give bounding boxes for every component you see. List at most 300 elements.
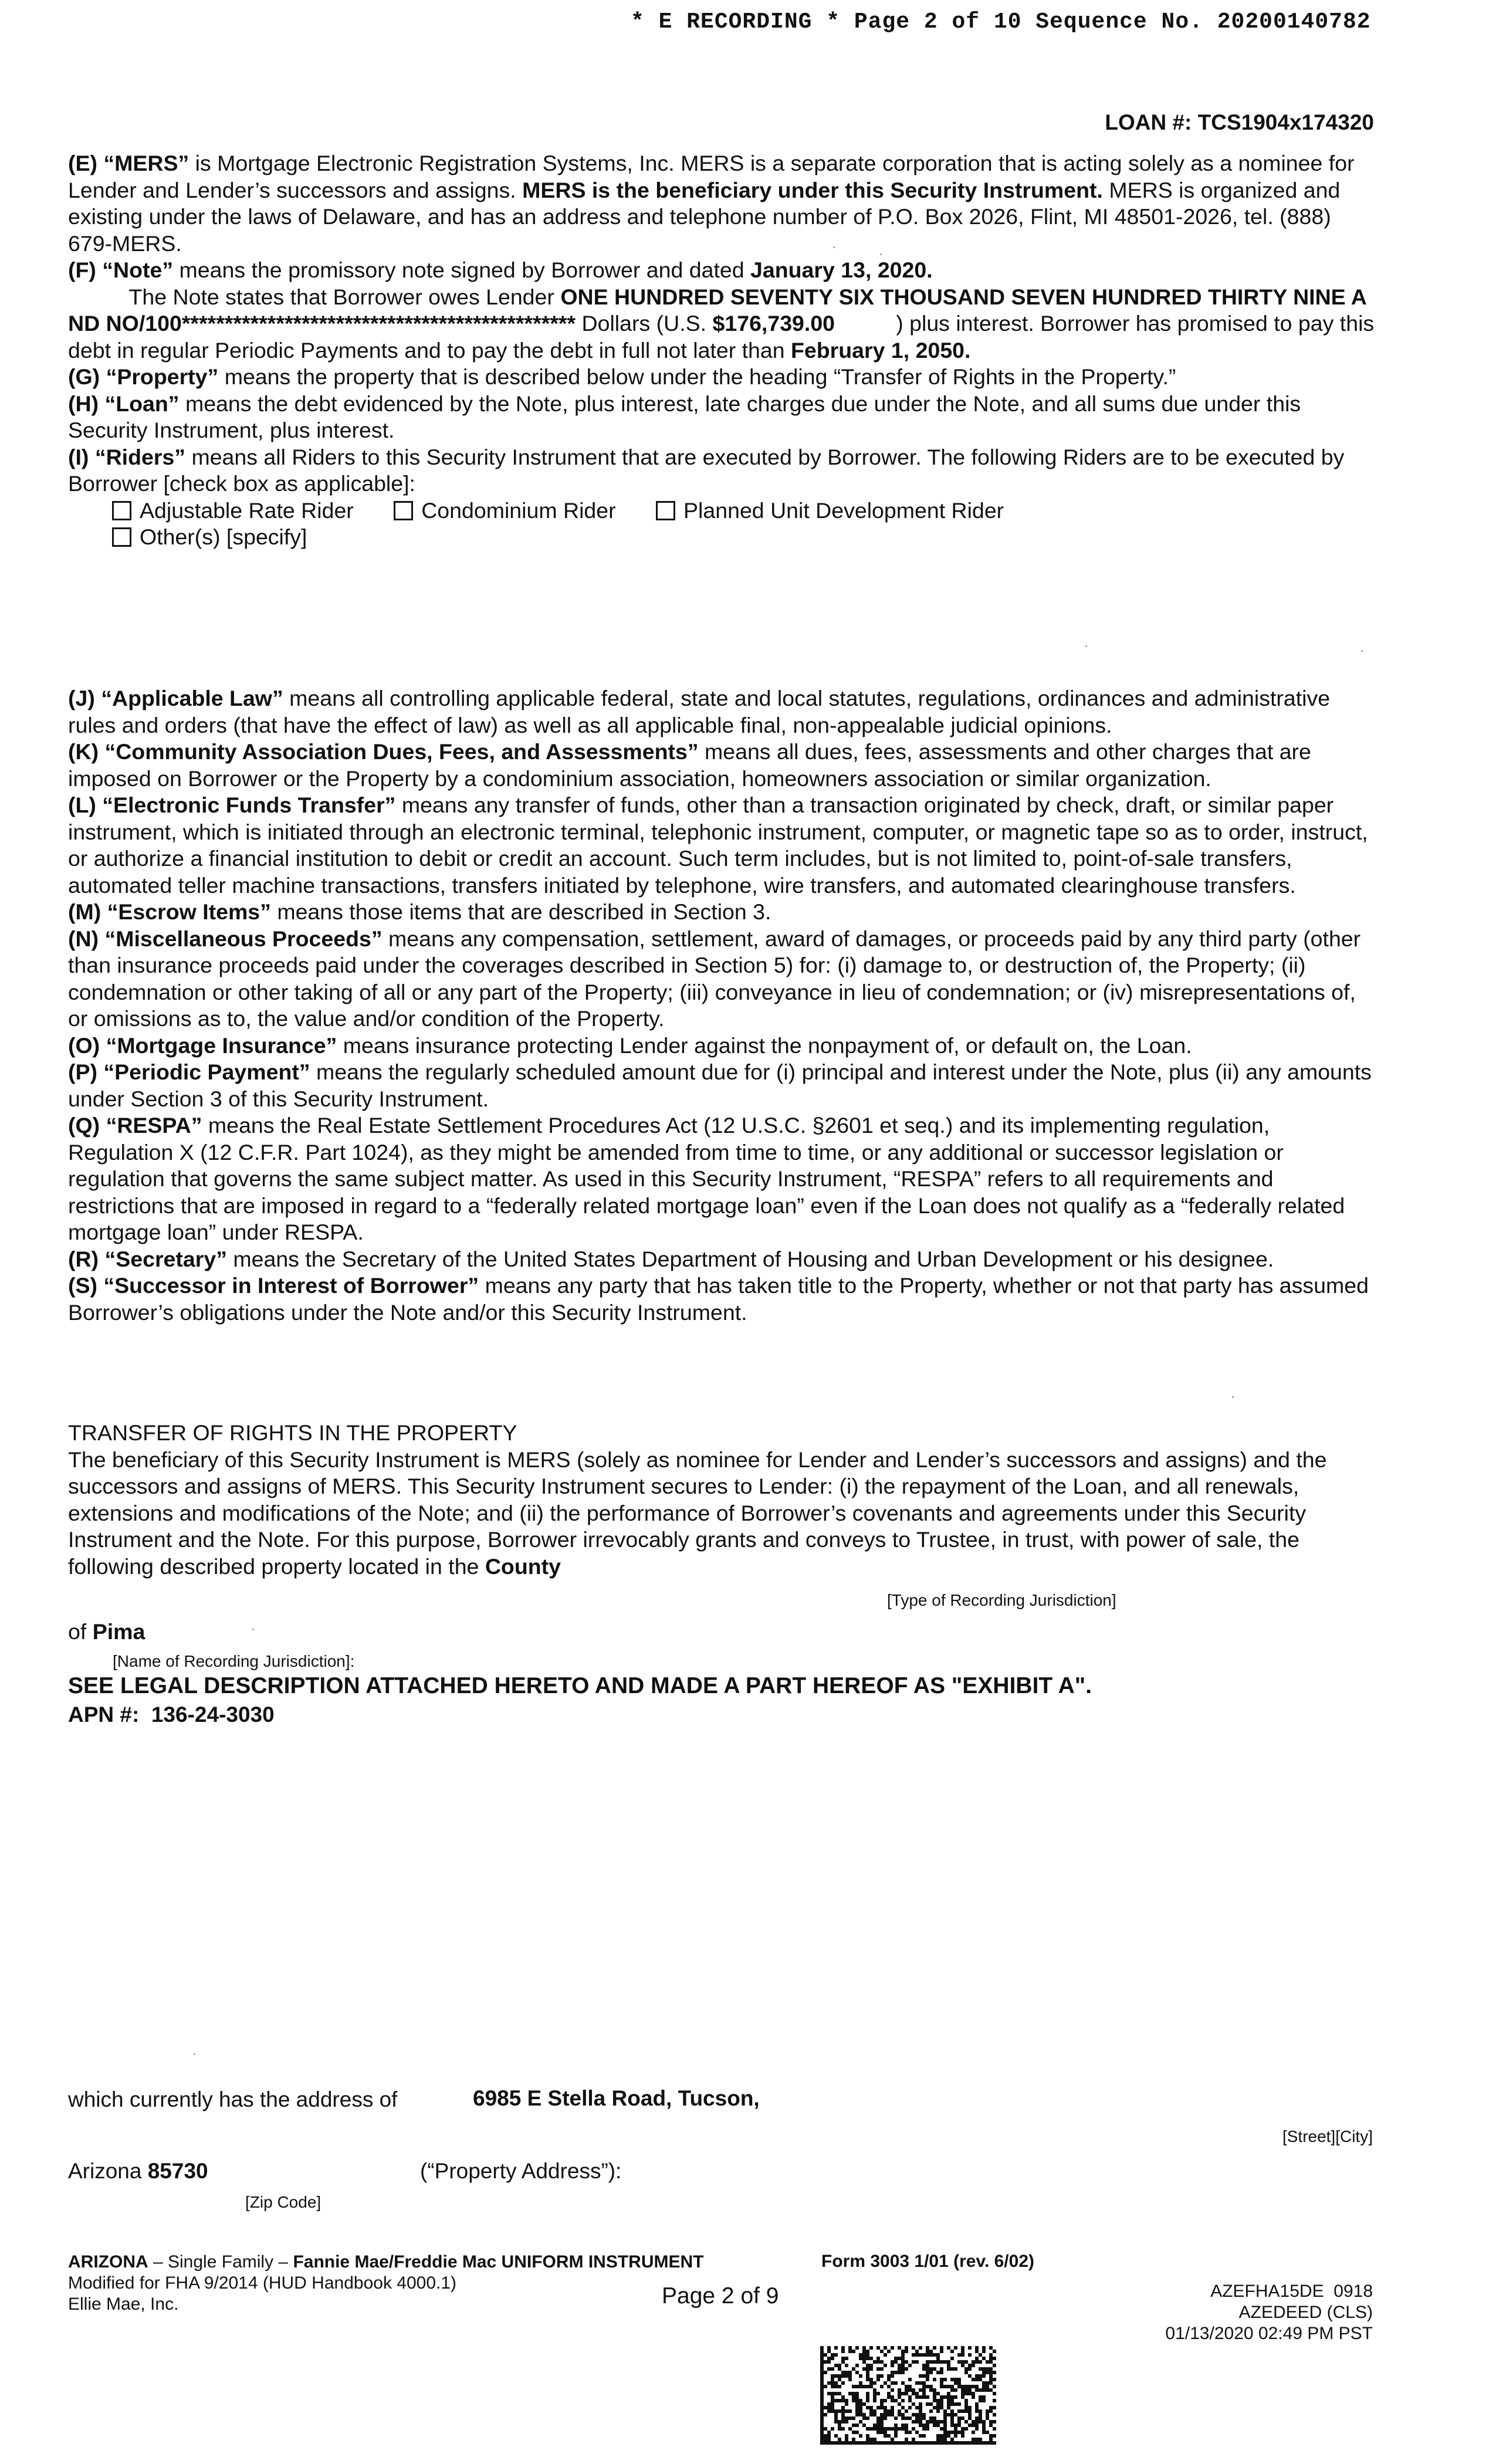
barcode-cell <box>827 2392 831 2395</box>
barcode-cell <box>891 2399 894 2402</box>
barcode-cell <box>859 2406 862 2409</box>
footer-line-1-rest: – Single Family – <box>148 2252 293 2272</box>
barcode-cell <box>894 2416 898 2420</box>
barcode-cell <box>929 2353 933 2357</box>
barcode-cell <box>926 2395 929 2399</box>
rider-planned-unit[interactable] <box>656 497 1004 524</box>
jurisdiction-line <box>68 1619 145 1644</box>
barcode-cell <box>968 2416 972 2420</box>
checkbox-icon[interactable] <box>656 501 675 520</box>
barcode-cell <box>827 2431 831 2434</box>
barcode-cell <box>866 2367 869 2371</box>
barcode-cell <box>989 2424 993 2427</box>
barcode-cell <box>979 2353 982 2357</box>
barcode-cell <box>831 2427 834 2431</box>
barcode-cell <box>841 2427 845 2431</box>
barcode-cell <box>834 2381 838 2385</box>
barcode-cell <box>926 2346 929 2350</box>
barcode-cell <box>961 2360 964 2364</box>
barcode-cell <box>824 2441 827 2445</box>
barcode-cell <box>961 2346 964 2350</box>
barcode-cell <box>848 2346 852 2350</box>
barcode-cell <box>820 2374 824 2378</box>
checkbox-icon[interactable] <box>112 501 131 520</box>
barcode-cell <box>891 2441 894 2445</box>
definition-k-text: means all dues, fees, assessments and other charges that are imposed on Borrower or the Property by a condominium association, homeowners association or similar organization. <box>68 739 1311 791</box>
barcode-cell <box>820 2438 824 2441</box>
barcode-cell <box>884 2416 887 2420</box>
definition-q <box>68 1112 1375 1246</box>
barcode-cell <box>820 2420 824 2424</box>
barcode-cell <box>954 2434 957 2438</box>
barcode-cell <box>947 2434 950 2438</box>
barcode-cell <box>982 2385 986 2388</box>
barcode-cell <box>947 2399 950 2402</box>
barcode-cell <box>919 2395 922 2399</box>
barcode-cell <box>989 2360 993 2364</box>
definition-e-text2: MERS is organized and existing under the laws of Delaware, and has an address and telephone number of P.O. Box 2026, Flint, MI 48501-2026, tel. (888) 679-MERS. <box>68 177 1341 256</box>
barcode-cell <box>855 2406 859 2409</box>
checkbox-icon[interactable] <box>112 527 131 547</box>
barcode-cell <box>898 2388 901 2392</box>
barcode-cell <box>827 2346 831 2350</box>
zip: 85730 <box>147 2159 208 2183</box>
barcode-cell <box>972 2364 975 2367</box>
barcode-cell <box>989 2378 993 2381</box>
barcode-cell <box>957 2385 961 2388</box>
scan-speck <box>194 2053 195 2055</box>
barcode-cell <box>940 2350 943 2353</box>
barcode-cell <box>950 2431 954 2434</box>
barcode-cell <box>859 2402 862 2406</box>
barcode-cell <box>834 2413 838 2416</box>
barcode-cell <box>950 2409 954 2413</box>
barcode-cell <box>986 2371 989 2374</box>
barcode-cell <box>929 2441 933 2445</box>
barcode-cell <box>841 2420 845 2424</box>
definitions-bottom <box>68 685 1375 1326</box>
barcode-cell <box>957 2424 961 2427</box>
barcode-cell <box>922 2353 926 2357</box>
barcode-cell <box>838 2367 841 2371</box>
barcode-cell <box>961 2385 964 2388</box>
barcode-cell <box>940 2367 943 2371</box>
barcode-cell <box>979 2416 982 2420</box>
barcode-cell <box>880 2402 884 2406</box>
barcode-cell <box>940 2381 943 2385</box>
barcode-cell <box>936 2399 940 2402</box>
barcode-cell <box>838 2441 841 2445</box>
barcode-cell <box>972 2395 975 2399</box>
barcode-cell <box>869 2367 873 2371</box>
barcode-cell <box>989 2441 993 2445</box>
barcode-cell <box>922 2416 926 2420</box>
barcode-cell <box>936 2392 940 2395</box>
barcode-cell <box>950 2367 954 2371</box>
barcode-cell <box>947 2364 950 2367</box>
definition-q-label: (Q) “RESPA” <box>68 1113 202 1138</box>
definition-m-label: (M) “Escrow Items” <box>68 899 271 924</box>
barcode-cell <box>852 2416 855 2420</box>
barcode-cell <box>884 2409 887 2413</box>
barcode-cell <box>961 2364 964 2367</box>
barcode-cell <box>950 2416 954 2420</box>
barcode-cell <box>936 2434 940 2438</box>
barcode-cell <box>936 2402 940 2406</box>
barcode-cell <box>919 2413 922 2416</box>
barcode-cell <box>926 2374 929 2378</box>
barcode-cell <box>855 2413 859 2416</box>
definition-i-text: means all Riders to this Security Instrument that are executed by Borrower. The following Riders are to be executed by Borrower [check box as applicable]: <box>68 444 1345 496</box>
definition-o-text: means insurance protecting Lender against the nonpayment of, or default on, the Loan. <box>337 1033 1192 1058</box>
barcode-cell <box>841 2413 845 2416</box>
barcode-cell <box>919 2441 922 2445</box>
definition-e-text: is Mortgage Electronic Registration Systems, Inc. MERS is a separate corporation that is acting solely as a nominee for Lender and Lender’s successors and assigns. <box>68 151 1355 202</box>
barcode-cell <box>891 2364 894 2367</box>
barcode-cell <box>905 2388 908 2392</box>
barcode-cell <box>961 2441 964 2445</box>
barcode-cell <box>940 2385 943 2388</box>
barcode-cell <box>905 2438 908 2441</box>
barcode-cell <box>915 2392 919 2395</box>
definition-r-text: means the Secretary of the United States Department of Housing and Urban Development or his designee. <box>226 1246 1274 1271</box>
barcode-cell <box>950 2395 954 2399</box>
barcode-cell <box>940 2360 943 2364</box>
barcode-cell <box>831 2374 834 2378</box>
barcode-cell <box>950 2420 954 2424</box>
barcode-cell <box>936 2357 940 2360</box>
barcode-cell <box>986 2431 989 2434</box>
barcode-cell <box>979 2409 982 2413</box>
barcode-cell <box>989 2371 993 2374</box>
barcode-cell <box>827 2367 831 2371</box>
barcode-cell <box>887 2378 891 2381</box>
barcode-cell <box>950 2441 954 2445</box>
barcode-cell <box>876 2360 880 2364</box>
barcode-cell <box>866 2392 869 2395</box>
barcode-cell <box>915 2395 919 2399</box>
barcode-cell <box>848 2378 852 2381</box>
barcode-cell <box>866 2357 869 2360</box>
legal-description: SEE LEGAL DESCRIPTION ATTACHED HERETO AND MADE A PART HEREOF AS "EXHIBIT A". <box>68 1673 1092 1698</box>
barcode-cell <box>912 2346 915 2350</box>
barcode-cell <box>866 2441 869 2445</box>
barcode-cell <box>947 2385 950 2388</box>
barcode-cell <box>933 2346 936 2350</box>
barcode-cell <box>975 2350 979 2353</box>
barcode-cell <box>898 2395 901 2399</box>
barcode-cell <box>926 2424 929 2427</box>
barcode-cell <box>838 2378 841 2381</box>
barcode-cell <box>869 2409 873 2413</box>
barcode-cell <box>869 2413 873 2416</box>
barcode-cell <box>975 2374 979 2378</box>
barcode-cell <box>876 2346 880 2350</box>
jurisdiction-name: Pima <box>92 1619 145 1644</box>
barcode-cell <box>859 2399 862 2402</box>
rider-adjustable-rate[interactable] <box>112 497 354 524</box>
barcode-cell <box>993 2434 996 2438</box>
barcode-cell <box>968 2346 972 2350</box>
barcode-cell <box>947 2441 950 2445</box>
footer-uniform-instrument: Fannie Mae/Freddie Mac UNIFORM INSTRUMENT <box>293 2252 704 2272</box>
transfer-body: The beneficiary of this Security Instrument is MERS (solely as nominee for Lender and Lender’s successors and assigns) and the successors and assigns of MERS. This Security Instrument secures to Lender: (i) the repayment of the Loan, and all renewals, extensions and modifications of the Note; and (ii) the performance of Borrower’s covenants and agreements under this Security Instrument and the Note. For this purpose, Borrower irrevocably grants and conveys to Trustee, in trust, with power of sale, the following described property located in the <box>68 1447 1327 1579</box>
barcode-cell <box>838 2409 841 2413</box>
barcode-cell <box>901 2350 905 2353</box>
barcode-cell <box>912 2360 915 2364</box>
recording-stamp: * E RECORDING * Page 2 of 10 Sequence No. 20200140782 <box>631 9 1371 35</box>
barcode-cell <box>834 2420 838 2424</box>
barcode-cell <box>922 2364 926 2367</box>
barcode-cell <box>862 2424 866 2427</box>
barcode-cell <box>855 2431 859 2434</box>
barcode-cell <box>834 2374 838 2378</box>
barcode-cell <box>905 2441 908 2445</box>
barcode-cell <box>884 2441 887 2445</box>
barcode-cell <box>831 2392 834 2395</box>
barcode-cell <box>905 2416 908 2420</box>
barcode-cell <box>824 2371 827 2374</box>
definition-f-text4: ) plus interest. Borrower has promised to pay this debt in regular Periodic Payments and to pay the debt in full not later than <box>68 311 1380 363</box>
barcode-cell <box>901 2441 905 2445</box>
barcode-cell <box>831 2378 834 2381</box>
barcode-cell <box>887 2385 891 2388</box>
page-number: Page 2 of 9 <box>662 2283 779 2309</box>
barcode-cell <box>912 2388 915 2392</box>
barcode-cell <box>929 2360 933 2364</box>
definition-o-label: (O) “Mortgage Insurance” <box>68 1033 337 1058</box>
barcode-cell <box>852 2441 855 2445</box>
barcode-cell <box>922 2381 926 2385</box>
apn: APN #: 136-24-3030 <box>68 1703 275 1727</box>
barcode-cell <box>975 2441 979 2445</box>
barcode-cell <box>894 2357 898 2360</box>
barcode-cell <box>926 2364 929 2367</box>
rider-other[interactable] <box>112 524 307 551</box>
scan-speck <box>1361 650 1363 652</box>
barcode-cell <box>820 2371 824 2374</box>
rider-label: Planned Unit Development Rider <box>683 497 1004 523</box>
rider-label: Condominium Rider <box>421 497 616 523</box>
barcode-cell <box>993 2441 996 2445</box>
barcode-cell <box>940 2438 943 2441</box>
barcode-cell <box>894 2431 898 2434</box>
barcode-cell <box>824 2438 827 2441</box>
barcode-cell <box>943 2438 947 2441</box>
barcode-cell <box>894 2371 898 2374</box>
barcode-cell <box>989 2409 993 2413</box>
barcode-cell <box>926 2350 929 2353</box>
barcode-cell <box>838 2374 841 2378</box>
barcode-cell <box>887 2441 891 2445</box>
barcode-cell <box>880 2385 884 2388</box>
barcode-cell <box>979 2438 982 2441</box>
barcode-cell <box>989 2388 993 2392</box>
barcode-cell <box>894 2441 898 2445</box>
barcode-cell <box>940 2427 943 2431</box>
barcode-cell <box>954 2424 957 2427</box>
barcode-cell <box>831 2409 834 2413</box>
barcode-cell <box>986 2413 989 2416</box>
barcode-cell <box>859 2409 862 2413</box>
barcode-cell <box>876 2392 880 2395</box>
barcode-cell <box>887 2374 891 2378</box>
barcode-cell <box>982 2381 986 2385</box>
barcode-cell <box>884 2364 887 2367</box>
barcode-cell <box>940 2346 943 2350</box>
barcode-cell <box>880 2374 884 2378</box>
barcode-cell <box>929 2388 933 2392</box>
barcode-cell <box>845 2357 848 2360</box>
barcode-cell <box>869 2427 873 2431</box>
barcode-cell <box>926 2353 929 2357</box>
barcode-cell <box>964 2402 968 2406</box>
barcode-cell <box>989 2434 993 2438</box>
barcode-cell <box>943 2420 947 2424</box>
barcode-cell <box>957 2381 961 2385</box>
barcode-cell <box>979 2367 982 2371</box>
barcode-cell <box>838 2385 841 2388</box>
definition-h-label: (H) “Loan” <box>68 391 180 416</box>
barcode-cell <box>873 2395 876 2399</box>
barcode-cell <box>926 2402 929 2406</box>
barcode-cell <box>929 2385 933 2388</box>
barcode-cell <box>912 2438 915 2441</box>
barcode-cell <box>915 2413 919 2416</box>
barcode-cell <box>933 2360 936 2364</box>
barcode-cell <box>929 2402 933 2406</box>
barcode-cell <box>961 2427 964 2431</box>
definition-f-text: means the promissory note signed by Borrower and dated <box>173 258 751 282</box>
barcode-cell <box>834 2434 838 2438</box>
barcode-cell <box>834 2392 838 2395</box>
barcode-cell <box>968 2364 972 2367</box>
barcode-cell <box>908 2378 912 2381</box>
barcode-cell <box>950 2350 954 2353</box>
barcode-cell <box>880 2367 884 2371</box>
barcode-cell <box>986 2409 989 2413</box>
barcode-cell <box>873 2381 876 2385</box>
barcode-cell <box>898 2409 901 2413</box>
barcode-cell <box>876 2378 880 2381</box>
barcode-cell <box>957 2353 961 2357</box>
barcode-cell <box>933 2420 936 2424</box>
barcode-cell <box>915 2360 919 2364</box>
barcode-cell <box>898 2367 901 2371</box>
barcode-cell <box>968 2424 972 2427</box>
barcode-cell <box>993 2399 996 2402</box>
barcode-cell <box>845 2371 848 2374</box>
definition-j-label: (J) “Applicable Law” <box>68 686 283 710</box>
barcode-cell <box>964 2399 968 2402</box>
barcode-cell <box>986 2367 989 2371</box>
barcode-cell <box>862 2367 866 2371</box>
barcode-cell <box>838 2399 841 2402</box>
barcode-cell <box>831 2441 834 2445</box>
barcode-cell <box>982 2388 986 2392</box>
barcode-cell <box>873 2392 876 2395</box>
barcode-cell <box>866 2385 869 2388</box>
definition-s-text: means any party that has taken title to the Property, whether or not that party has assumed Borrower’s obligations under the Note and/or this Security Instrument. <box>68 1273 1369 1325</box>
barcode-cell <box>972 2385 975 2388</box>
barcode-cell <box>866 2374 869 2378</box>
barcode-cell <box>926 2441 929 2445</box>
barcode-cell <box>827 2409 831 2413</box>
barcode-cell <box>869 2381 873 2385</box>
barcode-cell <box>968 2409 972 2413</box>
barcode-cell <box>943 2441 947 2445</box>
footer-timestamp: 01/13/2020 02:49 PM PST <box>1165 2324 1373 2343</box>
barcode-cell <box>957 2416 961 2420</box>
barcode-cell <box>852 2350 855 2353</box>
barcode-cell <box>933 2367 936 2371</box>
barcode-cell <box>859 2374 862 2378</box>
barcode-cell <box>891 2427 894 2431</box>
barcode-cell <box>891 2360 894 2364</box>
barcode-cell <box>968 2374 972 2378</box>
barcode-cell <box>912 2353 915 2357</box>
barcode-cell <box>898 2413 901 2416</box>
footer-code-2: AZEDEED (CLS) <box>1238 2303 1373 2322</box>
maturity-date: February 1, 2050. <box>791 337 971 363</box>
barcode-cell <box>841 2346 845 2350</box>
barcode-cell <box>922 2434 926 2438</box>
barcode-cell <box>887 2350 891 2353</box>
barcode-cell <box>834 2353 838 2357</box>
definition-j <box>68 685 1375 739</box>
definition-s-label: (S) “Successor in Interest of Borrower” <box>68 1273 479 1298</box>
barcode-cell <box>972 2438 975 2441</box>
barcode-cell <box>884 2381 887 2385</box>
barcode-cell <box>908 2416 912 2420</box>
barcode-cell <box>922 2424 926 2427</box>
barcode-cell <box>957 2378 961 2381</box>
barcode-cell <box>954 2402 957 2406</box>
barcode-cell <box>834 2416 838 2420</box>
definition-f <box>68 257 1380 364</box>
barcode-cell <box>820 2385 824 2388</box>
barcode-cell <box>845 2434 848 2438</box>
checkbox-icon[interactable] <box>394 501 413 520</box>
barcode-cell <box>943 2424 947 2427</box>
barcode-cell <box>876 2416 880 2420</box>
definition-g-label: (G) “Property” <box>68 364 219 389</box>
barcode-cell <box>968 2385 972 2388</box>
barcode-cell <box>820 2357 824 2360</box>
barcode-cell <box>922 2395 926 2399</box>
barcode-cell <box>943 2416 947 2420</box>
definition-k <box>68 739 1375 792</box>
barcode-cell <box>831 2385 834 2388</box>
barcode-cell <box>901 2413 905 2416</box>
barcode-cell <box>975 2360 979 2364</box>
barcode-cell <box>933 2406 936 2409</box>
barcode-cell <box>919 2416 922 2420</box>
barcode-cell <box>884 2406 887 2409</box>
barcode-cell <box>961 2388 964 2392</box>
barcode-cell <box>972 2441 975 2445</box>
definition-l-label: (L) “Electronic Funds Transfer” <box>68 793 396 817</box>
barcode-cell <box>993 2371 996 2374</box>
rider-condominium[interactable] <box>394 497 615 524</box>
barcode-cell <box>919 2388 922 2392</box>
barcode-cell <box>820 2424 824 2427</box>
barcode-cell <box>993 2357 996 2360</box>
barcode-cell <box>957 2360 961 2364</box>
barcode-cell <box>989 2406 993 2409</box>
barcode-cell <box>933 2378 936 2381</box>
barcode-cell <box>936 2371 940 2374</box>
